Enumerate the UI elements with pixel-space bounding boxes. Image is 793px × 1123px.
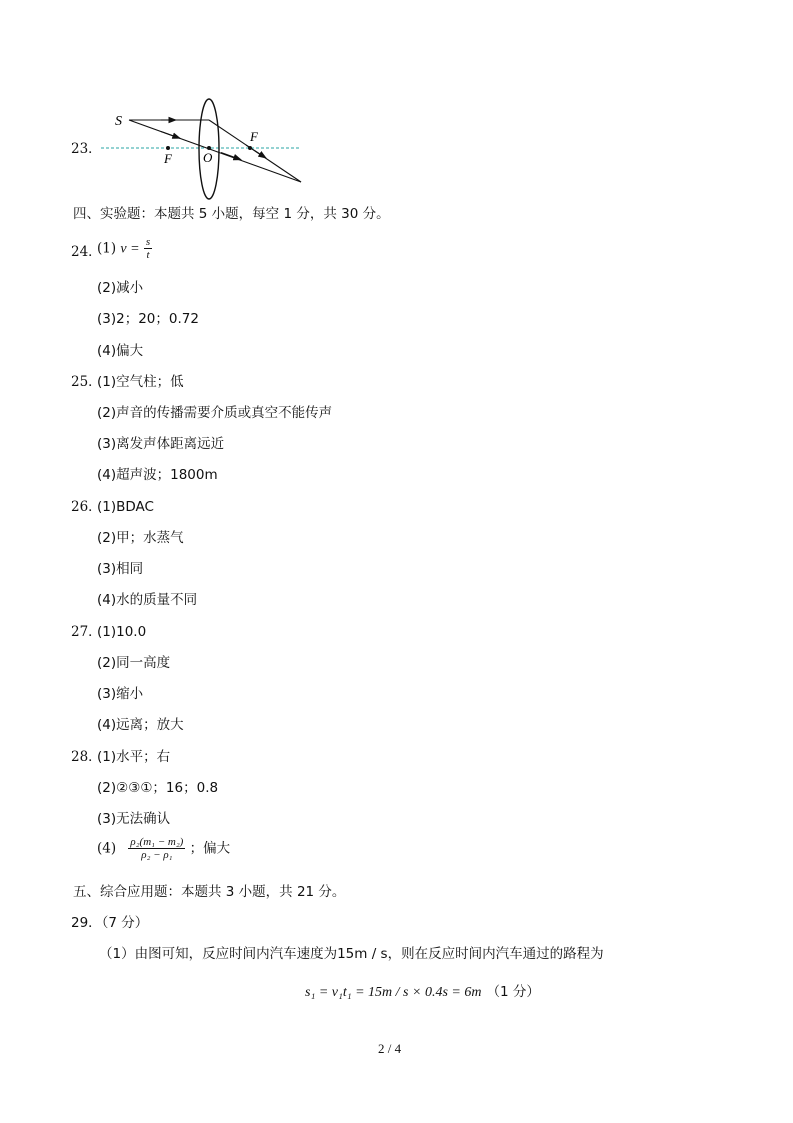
q23-number: 23．: [71, 141, 102, 157]
q28-part4: [97, 836, 230, 861]
q29-number: 29．（7 分）: [71, 915, 149, 931]
q25-part1: (1)空气柱；低: [97, 374, 184, 390]
focal-point-right: [248, 146, 252, 150]
q29-formula-line: [305, 981, 540, 1001]
page-number: 2 / 4: [378, 1041, 402, 1056]
q29-formula: s₁ = v₁t₁ = 15m / s × 0.4s = 6m: [305, 985, 482, 1000]
section-4-heading: 四、实验题：本题共 5 小题，每空 1 分，共 30 分。: [73, 206, 390, 222]
q24-fraction-num: s: [145, 236, 151, 248]
q28-fraction: [128, 836, 185, 861]
q28-fraction-num: ρ₂(m₁ − m₂): [130, 836, 184, 848]
q27-number: 27．: [71, 624, 102, 640]
q26-part2: (2)甲；水蒸气: [97, 530, 184, 546]
q28-number: 28．: [71, 749, 102, 765]
q24-part1-prefix: (1): [97, 240, 117, 257]
q24-part2: (2)减小: [97, 280, 144, 296]
q25-part4: (4)超声波；1800m: [97, 467, 218, 483]
q28-part3: (3)无法确认: [97, 811, 171, 827]
q29-line1: （1）由图可知，反应时间内汽车速度为15m / s，则在反应时间内汽车通过的路程为: [99, 946, 604, 962]
q24-fraction: [144, 236, 152, 261]
q28-part2: (2)②③①；16；0.8: [97, 780, 219, 796]
ray-arrow: [161, 132, 180, 139]
label-o: O: [203, 150, 213, 165]
q24-fraction-den: t: [146, 249, 150, 261]
focal-point-left: [166, 146, 170, 150]
ray-center: [129, 120, 301, 182]
q24-number: 24．: [71, 244, 102, 260]
q27-part4: (4)远离；放大: [97, 717, 184, 733]
ray-arrow: [221, 153, 241, 160]
label-f-right: F: [250, 129, 258, 144]
label-f-left: F: [164, 151, 172, 166]
q27-part1: (1)10.0: [97, 624, 147, 640]
q28-part4-prefix: (4): [97, 840, 117, 857]
lens-ray-diagram: [96, 92, 311, 202]
q24-part1: [97, 236, 152, 261]
section-5-heading: 五、综合应用题：本题共 3 小题，共 21 分。: [73, 884, 346, 900]
q25-part3: (3)离发声体距离远近: [97, 436, 225, 452]
q24-part4: (4)偏大: [97, 343, 144, 359]
q29-score: （1 分）: [486, 984, 540, 1000]
q28-fraction-den: ρ₂ − ρ₁: [141, 849, 173, 861]
q24-part1-lhs: v =: [120, 241, 140, 257]
q26-number: 26．: [71, 499, 102, 515]
q26-part4: (4)水的质量不同: [97, 592, 198, 608]
q26-part3: (3)相同: [97, 561, 144, 577]
q25-number: 25．: [71, 374, 102, 390]
q27-part2: (2)同一高度: [97, 655, 171, 671]
q28-part1: (1)水平；右: [97, 749, 171, 765]
q25-part2: (2)声音的传播需要介质或真空不能传声: [97, 405, 333, 421]
label-s: S: [115, 114, 122, 129]
q27-part3: (3)缩小: [97, 686, 144, 702]
q28-part4-suffix: ；偏大: [189, 840, 231, 857]
q26-part1: (1)BDAC: [97, 499, 154, 515]
q24-part3: (3)2；20；0.72: [97, 311, 199, 327]
